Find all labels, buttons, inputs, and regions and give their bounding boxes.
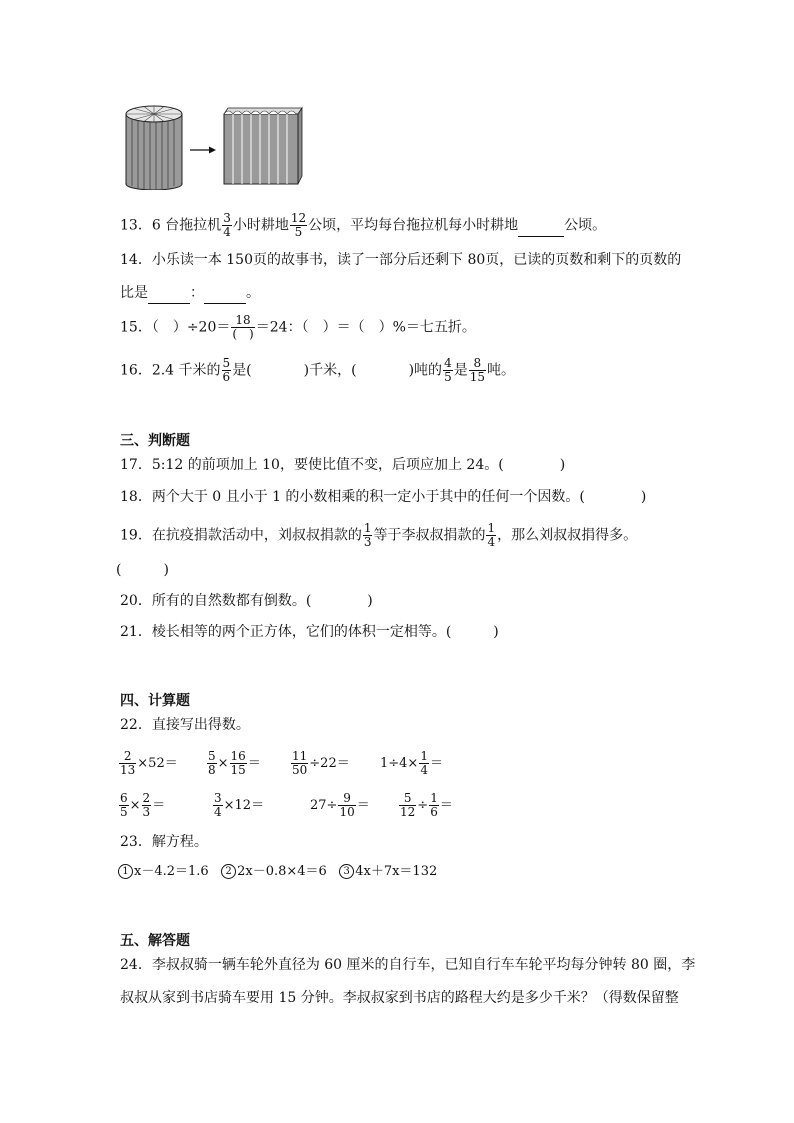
calc-item: 27÷ $\frac{9}{10}$ ＝ [310,791,370,819]
question-13: 13．6 台拖拉机 $\frac{3}{4}$ 小时耕地 $\frac{12}{5}$ 公顷，平均每台拖拉机每小时耕地 公顷。 [120,211,607,239]
circled-number: 1 [118,864,133,879]
question-15: 15．（ ）÷20＝ $\frac{18}{( )}$ ＝24：（ ）＝（ ）%＝七五折。 [120,313,476,341]
calc-item: $\frac{3}{4}$ ×12＝ [214,791,265,819]
section-title-calculation: 四、计算题 [120,693,190,709]
question-22: 22．直接写出得数。 [120,717,250,733]
fraction: $\frac{5}{6}$ [222,356,231,384]
question-19-answer-paren[interactable]: ( ) [116,562,169,578]
fraction: $\frac{3}{4}$ [223,211,231,239]
question-24-line-2: 叔叔从家到书店骑车要用 15 分钟。李叔叔家到书店的路程大约是多少千米？（得数保留整 [120,990,679,1006]
calc-item: $\frac{11}{50}$ ÷22＝ [292,749,350,777]
fraction: $\frac{12}{5}$ [290,211,307,239]
question-14-line-2: 比是 ： 。 [120,283,260,304]
fraction: $\frac{1}{4}$ [487,521,496,549]
fraction: $\frac{1}{3}$ [363,521,372,549]
question-17: 17．5:12 的前项加上 10，要使比值不变，后项应加上 24。( ) [120,457,566,473]
cylinder-rearrangement-figure [120,100,310,190]
question-20: 20．所有的自然数都有倒数。( ) [120,593,373,609]
fraction: $\frac{18}{( )}$ [232,313,254,341]
calc-item: 1÷4× $\frac{1}{4}$ ＝ [380,749,443,777]
question-23: 23．解方程。 [120,834,208,850]
calc-item: $\frac{6}{5}$ × $\frac{2}{3}$ ＝ [120,791,166,819]
cylinder-shape [126,106,182,190]
question-14: 14．小乐读一本 150页的故事书，读了一部分后还剩下 80页，已读的页数和剩下的页数的 [120,252,682,268]
section-title-judgement: 三、判断题 [120,433,190,449]
answer-blank[interactable] [148,283,190,304]
answer-blank[interactable] [204,283,246,304]
calc-item: $\frac{5}{12}$ ÷ $\frac{1}{6}$ ＝ [400,791,453,819]
section-title-answers: 五、解答题 [120,933,190,949]
question-21: 21．棱长相等的两个正方体，它们的体积一定相等。( ) [120,624,499,640]
rearranged-cuboid-shape [224,108,302,184]
circled-number: 3 [339,864,354,879]
fraction: $\frac{4}{5}$ [444,356,452,384]
calc-item: $\frac{5}{8}$ × $\frac{16}{15}$ ＝ [208,749,261,777]
answer-blank[interactable] [518,216,564,237]
arrow-icon [190,147,216,154]
circled-number: 2 [221,864,236,879]
question-19: 19．在抗疫捐款活动中，刘叔叔捐款的 $\frac{1}{3}$ 等于李叔叔捐款的 $\frac{1}{4}$ ，那么刘叔叔捐得多。 [120,521,638,549]
equations-row: 1 x－4.2＝1.6 2 2x－0.8×4＝6 3 4x＋7x＝132 [118,862,437,882]
question-18: 18．两个大于 0 且小于 1 的小数相乘的积一定小于其中的任何一个因数。( ) [120,489,647,505]
question-24: 24．李叔叔骑一辆车轮外直径为 60 厘米的自行车，已知自行车车轮平均每分钟转 80 圈，李 [120,957,696,973]
question-16: 16．2.4 千米的 $\frac{5}{6}$ 是( )千米，( )吨的 $\frac{4}{5}$ 是 $\frac{8}{15}$ 吨。 [120,356,515,384]
fraction: $\frac{8}{15}$ [469,356,485,384]
calc-item: $\frac{2}{13}$ ×52＝ [120,749,178,777]
